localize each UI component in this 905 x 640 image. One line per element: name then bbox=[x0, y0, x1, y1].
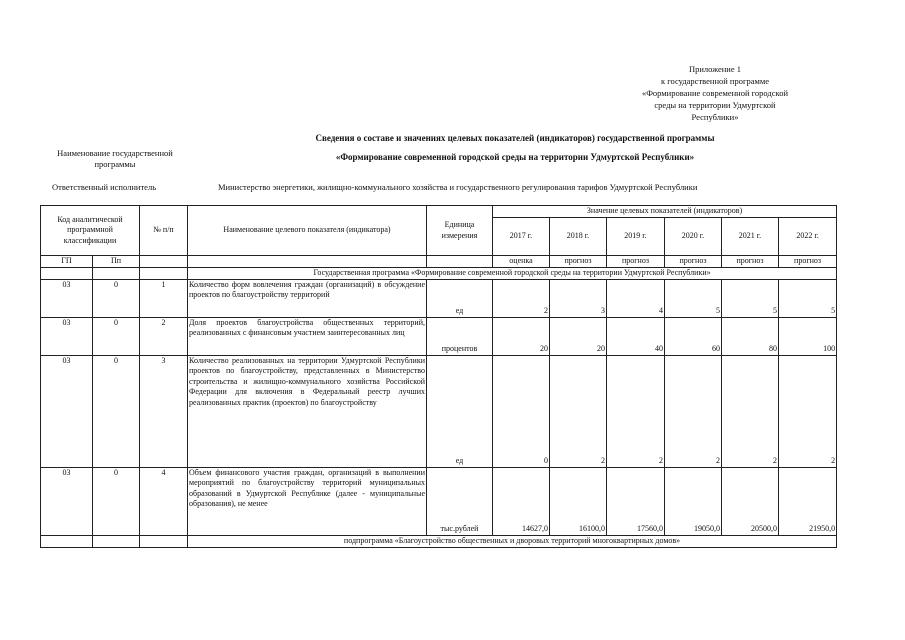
annex-block bbox=[610, 63, 820, 123]
row-gp: 03 bbox=[41, 279, 93, 317]
annex-line-4: среды на территории Удмуртской bbox=[654, 100, 776, 110]
header-code-group bbox=[41, 206, 140, 256]
row-value: 2 bbox=[607, 355, 665, 467]
row-gp: 03 bbox=[41, 467, 93, 535]
row-name: Количество реализованных на территории Удмуртской Республики проектов по благоустройству, представленных в Министерство строительства и жилищно-коммунального хозяйства Российской Федерации для включения в Федеральный реестр лучших реализованных практик (проектов) по благоустройству bbox=[188, 355, 427, 467]
row-value: 40 bbox=[607, 317, 665, 355]
header-year: 2022 г. bbox=[779, 218, 837, 256]
header-value-type: прогноз bbox=[665, 256, 722, 268]
row-unit: процентов bbox=[427, 317, 493, 355]
header-code-line-1: Код аналитической bbox=[57, 214, 123, 224]
annex-line-2: к государственной программе bbox=[660, 76, 770, 86]
header-code-line-2: программной bbox=[67, 225, 113, 235]
row-value: 60 bbox=[665, 317, 722, 355]
row-value: 21950,0 bbox=[779, 467, 837, 535]
header-empty-cell bbox=[427, 256, 493, 268]
row-value: 5 bbox=[722, 279, 779, 317]
empty-cell bbox=[93, 535, 140, 547]
header-unit-line-2: измерения bbox=[441, 230, 478, 240]
header-num: № п/п bbox=[140, 206, 188, 256]
header-pp: Пп bbox=[93, 256, 140, 268]
empty-cell bbox=[140, 267, 188, 279]
header-unit-line-1: Единица bbox=[444, 220, 475, 229]
row-value: 2 bbox=[493, 279, 550, 317]
row-name: Доля проектов благоустройства общественных территорий, реализованных с финансовым участием заинтересованных лиц bbox=[188, 317, 427, 355]
header-value-type: прогноз bbox=[550, 256, 607, 268]
header-values-group: Значение целевых показателей (индикаторов) bbox=[493, 206, 837, 218]
document-title: Сведения о составе и значениях целевых показателей (индикаторов) государственной программы bbox=[315, 133, 715, 143]
header-year: 2019 г. bbox=[607, 218, 665, 256]
header-empty-cell bbox=[188, 256, 427, 268]
header-row-types bbox=[41, 256, 837, 268]
table-row bbox=[41, 355, 837, 467]
section-program-row bbox=[41, 267, 837, 279]
row-value: 14627,0 bbox=[493, 467, 550, 535]
header-row-1 bbox=[41, 206, 837, 218]
row-value: 20 bbox=[550, 317, 607, 355]
program-name-label-line-2: программы bbox=[94, 159, 136, 169]
row-value: 2 bbox=[722, 355, 779, 467]
row-value: 16100,0 bbox=[550, 467, 607, 535]
table-row bbox=[41, 467, 837, 535]
row-gp: 03 bbox=[41, 355, 93, 467]
section-subprogram-row bbox=[41, 535, 837, 547]
row-value: 20 bbox=[493, 317, 550, 355]
row-pp: 0 bbox=[93, 355, 140, 467]
program-name-value: «Формирование современной городской среды на территории Удмуртской Республики» bbox=[335, 152, 695, 162]
header-value-type: прогноз bbox=[779, 256, 837, 268]
annex-line-3: «Формирование современной городской bbox=[641, 88, 789, 98]
table-row bbox=[41, 279, 837, 317]
header-gp: ГП bbox=[41, 256, 93, 268]
header-code-line-3: классификации bbox=[63, 235, 117, 245]
row-num: 1 bbox=[140, 279, 188, 317]
annex-line-1: Приложение 1 bbox=[689, 64, 741, 74]
responsible-value: Министерство энергетики, жилищно-коммунального хозяйства и государственного регулирования тарифов Удмуртской Республики bbox=[218, 182, 698, 192]
annex-line-5: Республики» bbox=[691, 112, 739, 122]
row-value: 4 bbox=[607, 279, 665, 317]
header-value-type: оценка bbox=[493, 256, 550, 268]
row-pp: 0 bbox=[93, 467, 140, 535]
header-year: 2017 г. bbox=[493, 218, 550, 256]
header-empty-cell bbox=[140, 256, 188, 268]
header-year: 2021 г. bbox=[722, 218, 779, 256]
header-unit bbox=[427, 206, 493, 256]
table-row bbox=[41, 317, 837, 355]
row-value: 5 bbox=[665, 279, 722, 317]
row-value: 20500,0 bbox=[722, 467, 779, 535]
row-value: 2 bbox=[550, 355, 607, 467]
row-value: 3 bbox=[550, 279, 607, 317]
row-unit: ед bbox=[427, 279, 493, 317]
indicators-table bbox=[40, 205, 837, 548]
section-program-title: Государственная программа «Формирование современной городской среды на территории Удмуртской Республики» bbox=[188, 267, 837, 279]
row-value: 0 bbox=[493, 355, 550, 467]
section-subprogram-title: подпрограмма «Благоустройство общественных и дворовых территорий многоквартирных домов» bbox=[188, 535, 837, 547]
responsible-label: Ответственный исполнитель bbox=[52, 182, 157, 192]
header-year: 2020 г. bbox=[665, 218, 722, 256]
row-value: 2 bbox=[779, 355, 837, 467]
row-pp: 0 bbox=[93, 279, 140, 317]
row-value: 2 bbox=[665, 355, 722, 467]
header-name: Наименование целевого показателя (индикатора) bbox=[188, 206, 427, 256]
row-value: 80 bbox=[722, 317, 779, 355]
row-name: Количество форм вовлечения граждан (организаций) в обсуждение проектов по благоустройству территорий bbox=[188, 279, 427, 317]
program-name-label bbox=[40, 148, 190, 170]
row-unit: тыс.рублей bbox=[427, 467, 493, 535]
empty-cell bbox=[93, 267, 140, 279]
header-value-type: прогноз bbox=[607, 256, 665, 268]
row-gp: 03 bbox=[41, 317, 93, 355]
row-num: 2 bbox=[140, 317, 188, 355]
empty-cell bbox=[41, 535, 93, 547]
program-name-label-line-1: Наименование государственной bbox=[57, 148, 173, 158]
row-name: Объем финансового участия граждан, организаций в выполнении мероприятий по благоустройству территорий муниципальных образований в Удмуртской Республике (далее - муниципальные образования), не менее bbox=[188, 467, 427, 535]
header-value-type: прогноз bbox=[722, 256, 779, 268]
row-value: 5 bbox=[779, 279, 837, 317]
header-year: 2018 г. bbox=[550, 218, 607, 256]
row-value: 17560,0 bbox=[607, 467, 665, 535]
row-unit: ед bbox=[427, 355, 493, 467]
row-num: 3 bbox=[140, 355, 188, 467]
row-num: 4 bbox=[140, 467, 188, 535]
empty-cell bbox=[140, 535, 188, 547]
row-value: 100 bbox=[779, 317, 837, 355]
row-pp: 0 bbox=[93, 317, 140, 355]
empty-cell bbox=[41, 267, 93, 279]
row-value: 19050,0 bbox=[665, 467, 722, 535]
